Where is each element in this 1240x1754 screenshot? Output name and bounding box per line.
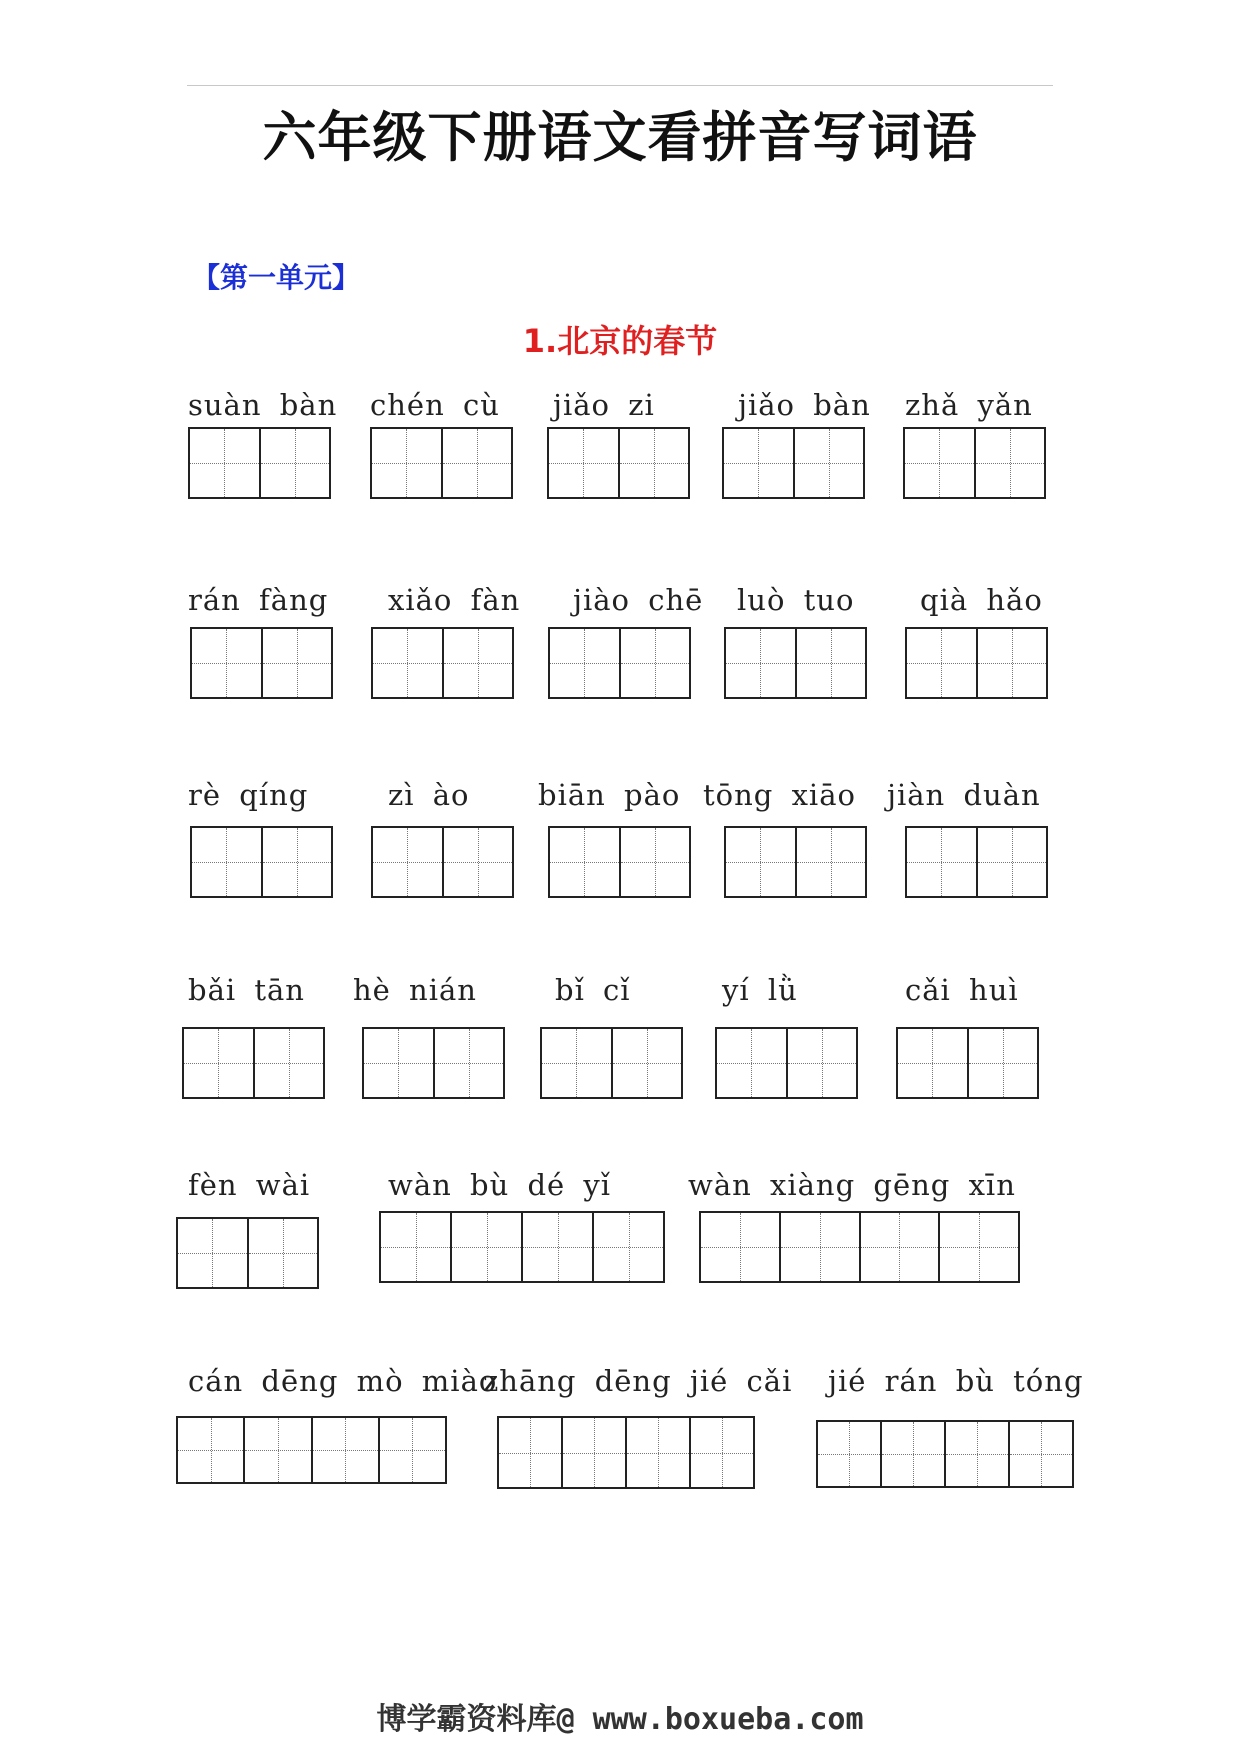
writing-grid[interactable] bbox=[370, 427, 513, 499]
tian-grid-cell[interactable] bbox=[442, 629, 513, 697]
tian-grid-cell[interactable] bbox=[611, 1029, 682, 1097]
pinyin-label: jié rán bù tóng bbox=[828, 1364, 1084, 1398]
tian-grid-cell[interactable] bbox=[905, 429, 974, 497]
writing-grid[interactable] bbox=[176, 1217, 319, 1289]
tian-grid-cell[interactable] bbox=[701, 1213, 779, 1281]
pinyin-label: luò tuo bbox=[737, 583, 855, 617]
tian-grid-cell[interactable] bbox=[818, 1422, 880, 1486]
writing-grid[interactable] bbox=[905, 627, 1048, 699]
writing-grid[interactable] bbox=[548, 627, 691, 699]
tian-grid-cell[interactable] bbox=[619, 629, 690, 697]
writing-grid[interactable] bbox=[715, 1027, 858, 1099]
writing-grid[interactable] bbox=[362, 1027, 505, 1099]
pinyin-label: wàn xiàng gēng xīn bbox=[688, 1168, 1016, 1202]
tian-grid-cell[interactable] bbox=[253, 1029, 324, 1097]
tian-grid-cell[interactable] bbox=[724, 429, 793, 497]
pinyin-label: zhǎ yǎn bbox=[905, 388, 1033, 422]
pinyin-label: qià hǎo bbox=[920, 583, 1043, 617]
footer-watermark: 博学霸资料库@ www.boxueba.com bbox=[376, 1702, 864, 1737]
writing-grid[interactable] bbox=[903, 427, 1046, 499]
tian-grid-cell[interactable] bbox=[976, 629, 1047, 697]
tian-grid-cell[interactable] bbox=[779, 1213, 859, 1281]
tian-grid-cell[interactable] bbox=[178, 1418, 243, 1482]
writing-grid[interactable] bbox=[816, 1420, 1074, 1488]
page-title: 六年级下册语文看拼音写词语 bbox=[262, 106, 978, 169]
tian-grid-cell[interactable] bbox=[880, 1422, 944, 1486]
writing-grid[interactable] bbox=[371, 627, 514, 699]
top-rule bbox=[187, 85, 1053, 86]
unit-heading: 【第一单元】 bbox=[192, 261, 361, 294]
tian-grid-cell[interactable] bbox=[499, 1418, 561, 1487]
tian-grid-cell[interactable] bbox=[786, 1029, 857, 1097]
writing-grid[interactable] bbox=[540, 1027, 683, 1099]
tian-grid-cell[interactable] bbox=[944, 1422, 1008, 1486]
pinyin-label: cán dēng mò miào bbox=[188, 1364, 498, 1398]
tian-grid-cell[interactable] bbox=[619, 828, 690, 896]
tian-grid-cell[interactable] bbox=[184, 1029, 253, 1097]
tian-grid-cell[interactable] bbox=[372, 429, 441, 497]
tian-grid-cell[interactable] bbox=[178, 1219, 247, 1287]
tian-grid-cell[interactable] bbox=[1008, 1422, 1072, 1486]
writing-grid[interactable] bbox=[190, 826, 333, 898]
pinyin-label: jiǎo bàn bbox=[738, 388, 871, 422]
tian-grid-cell[interactable] bbox=[261, 629, 332, 697]
tian-grid-cell[interactable] bbox=[192, 629, 261, 697]
pinyin-label: rán fàng bbox=[188, 583, 329, 617]
tian-grid-cell[interactable] bbox=[521, 1213, 592, 1281]
pinyin-label: chén cù bbox=[370, 388, 500, 422]
pinyin-label: yí lǜ bbox=[722, 973, 798, 1007]
tian-grid-cell[interactable] bbox=[726, 629, 795, 697]
tian-grid-cell[interactable] bbox=[859, 1213, 939, 1281]
writing-grid[interactable] bbox=[724, 826, 867, 898]
writing-grid[interactable] bbox=[722, 427, 865, 499]
pinyin-label: jiàn duàn bbox=[887, 778, 1041, 812]
tian-grid-cell[interactable] bbox=[364, 1029, 433, 1097]
writing-grid[interactable] bbox=[182, 1027, 325, 1099]
tian-grid-cell[interactable] bbox=[450, 1213, 521, 1281]
tian-grid-cell[interactable] bbox=[311, 1418, 378, 1482]
pinyin-label: cǎi huì bbox=[905, 973, 1019, 1007]
tian-grid-cell[interactable] bbox=[793, 429, 864, 497]
tian-grid-cell[interactable] bbox=[373, 629, 442, 697]
pinyin-label: hè nián bbox=[353, 973, 477, 1007]
writing-grid[interactable] bbox=[724, 627, 867, 699]
tian-grid-cell[interactable] bbox=[261, 828, 332, 896]
tian-grid-cell[interactable] bbox=[717, 1029, 786, 1097]
pinyin-label: jiǎo zi bbox=[553, 388, 655, 422]
writing-grid[interactable] bbox=[379, 1211, 665, 1283]
pinyin-label: bǐ cǐ bbox=[555, 973, 631, 1007]
writing-grid[interactable] bbox=[371, 826, 514, 898]
tian-grid-cell[interactable] bbox=[542, 1029, 611, 1097]
writing-grid[interactable] bbox=[896, 1027, 1039, 1099]
tian-grid-cell[interactable] bbox=[795, 629, 866, 697]
writing-grid[interactable] bbox=[905, 826, 1048, 898]
tian-grid-cell[interactable] bbox=[442, 828, 513, 896]
pinyin-label: zhāng dēng jié cǎi bbox=[483, 1364, 793, 1398]
tian-grid-cell[interactable] bbox=[381, 1213, 450, 1281]
tian-grid-cell[interactable] bbox=[243, 1418, 310, 1482]
pinyin-label: tōng xiāo bbox=[703, 778, 856, 812]
lesson-title: 1.北京的春节 bbox=[522, 322, 718, 360]
pinyin-label: zì ào bbox=[388, 778, 470, 812]
pinyin-label: biān pào bbox=[538, 778, 681, 812]
pinyin-label: jiào chē bbox=[573, 583, 704, 617]
tian-grid-cell[interactable] bbox=[898, 1029, 967, 1097]
tian-grid-cell[interactable] bbox=[795, 828, 866, 896]
tian-grid-cell[interactable] bbox=[974, 429, 1045, 497]
tian-grid-cell[interactable] bbox=[689, 1418, 753, 1487]
tian-grid-cell[interactable] bbox=[192, 828, 261, 896]
tian-grid-cell[interactable] bbox=[247, 1219, 318, 1287]
tian-grid-cell[interactable] bbox=[976, 828, 1047, 896]
tian-grid-cell[interactable] bbox=[550, 629, 619, 697]
tian-grid-cell[interactable] bbox=[938, 1213, 1018, 1281]
writing-grid[interactable] bbox=[547, 427, 690, 499]
tian-grid-cell[interactable] bbox=[259, 429, 330, 497]
tian-grid-cell[interactable] bbox=[433, 1029, 504, 1097]
tian-grid-cell[interactable] bbox=[550, 828, 619, 896]
tian-grid-cell[interactable] bbox=[907, 828, 976, 896]
writing-grid[interactable] bbox=[188, 427, 331, 499]
pinyin-label: rè qíng bbox=[188, 778, 309, 812]
tian-grid-cell[interactable] bbox=[441, 429, 512, 497]
tian-grid-cell[interactable] bbox=[625, 1418, 689, 1487]
tian-grid-cell[interactable] bbox=[190, 429, 259, 497]
tian-grid-cell[interactable] bbox=[549, 429, 618, 497]
pinyin-label: suàn bàn bbox=[188, 388, 338, 422]
writing-grid[interactable] bbox=[699, 1211, 1020, 1283]
writing-grid[interactable] bbox=[497, 1416, 755, 1489]
writing-grid[interactable] bbox=[190, 627, 333, 699]
writing-grid[interactable] bbox=[548, 826, 691, 898]
pinyin-label: wàn bù dé yǐ bbox=[388, 1168, 612, 1202]
tian-grid-cell[interactable] bbox=[907, 629, 976, 697]
pinyin-label: bǎi tān bbox=[188, 973, 305, 1007]
tian-grid-cell[interactable] bbox=[967, 1029, 1038, 1097]
tian-grid-cell[interactable] bbox=[618, 429, 689, 497]
writing-grid[interactable] bbox=[176, 1416, 447, 1484]
tian-grid-cell[interactable] bbox=[378, 1418, 445, 1482]
tian-grid-cell[interactable] bbox=[726, 828, 795, 896]
tian-grid-cell[interactable] bbox=[373, 828, 442, 896]
pinyin-label: fèn wài bbox=[188, 1168, 311, 1202]
pinyin-label: xiǎo fàn bbox=[388, 583, 521, 617]
tian-grid-cell[interactable] bbox=[561, 1418, 625, 1487]
tian-grid-cell[interactable] bbox=[592, 1213, 663, 1281]
